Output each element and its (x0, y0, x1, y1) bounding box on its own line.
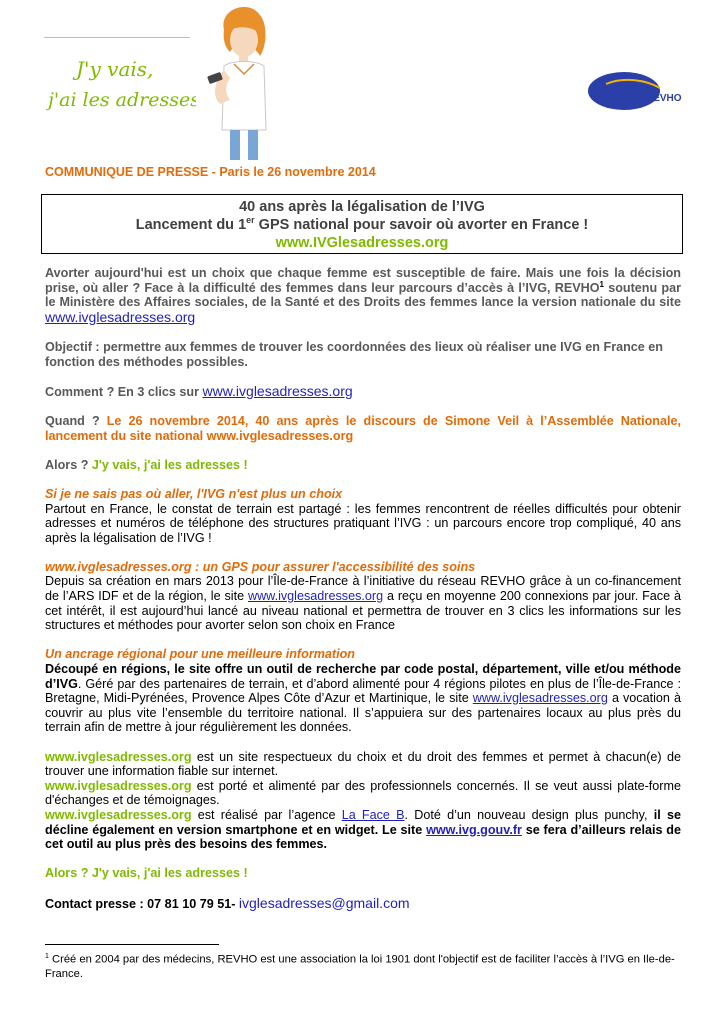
site-info-b (45, 779, 681, 808)
site-info-b-text: est porté et alimenté par des professionnels concernés. Il se veut aussi plate-forme d'échanges et de témoignages. (45, 778, 681, 808)
quand-paragraph (45, 414, 681, 443)
section-site-info (45, 750, 681, 852)
press-release-line: COMMUNIQUE DE PRESSE - Paris le 26 novembre 2014 (45, 165, 376, 179)
intro-text2: soutenu par le Ministère des Affaires sociales, de la Santé et des Droits des femmes lance la version nationale du site (45, 280, 681, 310)
section-constat (45, 487, 681, 545)
section-regional-link[interactable]: www.ivglesadresses.org (472, 691, 608, 706)
contact-paragraph (45, 896, 681, 912)
section-gps-body (45, 574, 681, 632)
section-regional-body2: a vocation à couvrir au plus vite l’ensemble du territoire national. Il s’appuiera sur des partenaires locaux au plus près du terrain afin de mettre à jour régulièrement les données. (45, 691, 681, 735)
section-gps-body1: Depuis sa création en mars 2013 pour l’Île-de-France à l’initiative du réseau REVHO grâce à un co-financement de l’ARS IDF et de la région, le site (45, 574, 681, 604)
site-info-c2: . Doté d’un nouveau design plus punchy, (404, 807, 654, 822)
contact-email-link[interactable]: ivglesadresses@gmail.com (238, 894, 410, 911)
title-line2-post: GPS national pour savoir où avorter en France ! (254, 217, 589, 233)
agency-link[interactable]: La Face B (341, 807, 405, 822)
site-info-c3: il se décline également en version smartphone et en widget. Le site (45, 807, 681, 837)
alors-paragraph-2: Alors ? J'y vais, j'ai les adresses ! (45, 866, 248, 881)
intro-paragraph (45, 266, 681, 325)
comment-text: Comment ? En 3 clics sur (45, 384, 203, 399)
title-line1: 40 ans après la légalisation de l’IVG (239, 199, 485, 215)
woman-illustration (194, 0, 289, 160)
section-gps-link[interactable]: www.ivglesadresses.org (247, 589, 384, 604)
intro-site-link[interactable]: www.ivglesadresses.org (45, 308, 196, 325)
quand-label: Quand ? (45, 413, 107, 428)
title-line2-sup: er (246, 215, 255, 226)
campaign-logo (46, 54, 196, 120)
revho-label: REVHO (646, 93, 682, 104)
site-info-c1: est réalisé par l’agence (191, 807, 342, 822)
site-name-a: www.ivglesadresses.org (45, 749, 192, 764)
footnote-number: 1 (45, 953, 49, 960)
alors-label: Alors ? (45, 457, 92, 472)
section-regional-body1: . Géré par des partenaires de terrain, et d’abord alimenté pour 4 régions pilotes en plus de l’Île-de-France : Bretagne, Midi-Pyrénées, Provence Alpes Côte d’Azur et Martinique, le site (45, 676, 681, 706)
site-info-a-text: est un site respectueux du choix et du droit des femmes et permet à chacun(e) de trouver une information fiable sur internet. (45, 749, 681, 779)
footnote-text: Créé en 2004 par des médecins, REVHO est une association la loi 1901 dont l'objectif est de faciliter l’accès à l’IVG en Ile-de-France. (45, 953, 675, 980)
press-body (45, 266, 681, 926)
footnote-ref[interactable]: 1 (599, 279, 604, 289)
title-box (41, 194, 683, 254)
contact-label: Contact presse : 07 81 10 79 51- (45, 896, 239, 911)
section-gps (45, 560, 681, 633)
logo-line1: J'y vais, (76, 57, 154, 81)
intro-text: Avorter aujourd'hui est un choix que chaque femme est susceptible de faire. Mais une fois la décision prise, où aller ? Face à la difficulté des femmes dans leur parcours d’accès à l’IVG, REVHO (45, 266, 681, 295)
quand-text: Le 26 novembre 2014, 40 ans après le discours de Simone Veil à l’Assemblée Nationale, lancement du site national www.ivglesadresses.org (45, 413, 681, 443)
section-gps-body2: a reçu en moyenne 200 connexions par jour. Face à cet intérêt, il est aujourd’hui lancé au niveau national et permettra de trouver en 3 clics les informations sur les structures et méthodes pour avorter selon son choix en France (45, 589, 681, 633)
section-regional-heading: Un ancrage régional pour une meilleure information (45, 647, 355, 662)
title-line2 (42, 216, 682, 234)
site-name-c: www.ivglesadresses.org (45, 807, 192, 822)
comment-site-link[interactable]: www.ivglesadresses.org (202, 382, 353, 399)
alors-text: J'y vais, j'ai les adresses ! (91, 457, 248, 472)
footnote-rule (45, 944, 219, 945)
logo-line2: j'ai les adresses (48, 89, 196, 111)
site-info-a (45, 750, 681, 779)
section-constat-heading: Si je ne sais pas où aller, l'IVG n'est plus un choix (45, 486, 343, 501)
section-constat-body: Partout en France, le constat de terrain est partagé : les femmes rencontrent de réelles difficultés pour obtenir adresses et numéros de téléphone des structures pratiquant l’IVG : un parcours encore trop compliqué, 40 ans après la légalisation de l’IVG ! (45, 501, 681, 545)
comment-paragraph (45, 384, 681, 400)
site-info-c (45, 808, 681, 852)
section-regional-bold: Découpé en régions, le site offre un outil de recherche par code postal, département, ville et/ou méthode d’IVG (45, 662, 681, 691)
section-gps-heading: www.ivglesadresses.org : un GPS pour assurer l'accessibilité des soins (45, 559, 476, 574)
title-website: www.IVGlesadresses.org (275, 235, 449, 251)
footnote (45, 950, 681, 981)
objectif-paragraph: Objectif : permettre aux femmes de trouver les coordonnées des lieux où réaliser une IVG en France en fonction des méthodes possibles. (45, 339, 663, 369)
site-info-c4: se fera d’ailleurs relais de cet outil au plus près des besoins des femmes. (45, 822, 681, 852)
header-rule (44, 37, 190, 38)
site-name-b: www.ivglesadresses.org (45, 778, 192, 793)
section-regional-body (45, 662, 681, 735)
section-regional (45, 647, 681, 735)
revho-logo (586, 70, 686, 112)
title-line2-pre: Lancement du 1 (135, 217, 247, 233)
gov-site-link[interactable]: www.ivg.gouv.fr (426, 822, 522, 837)
alors-paragraph-1 (45, 458, 681, 473)
